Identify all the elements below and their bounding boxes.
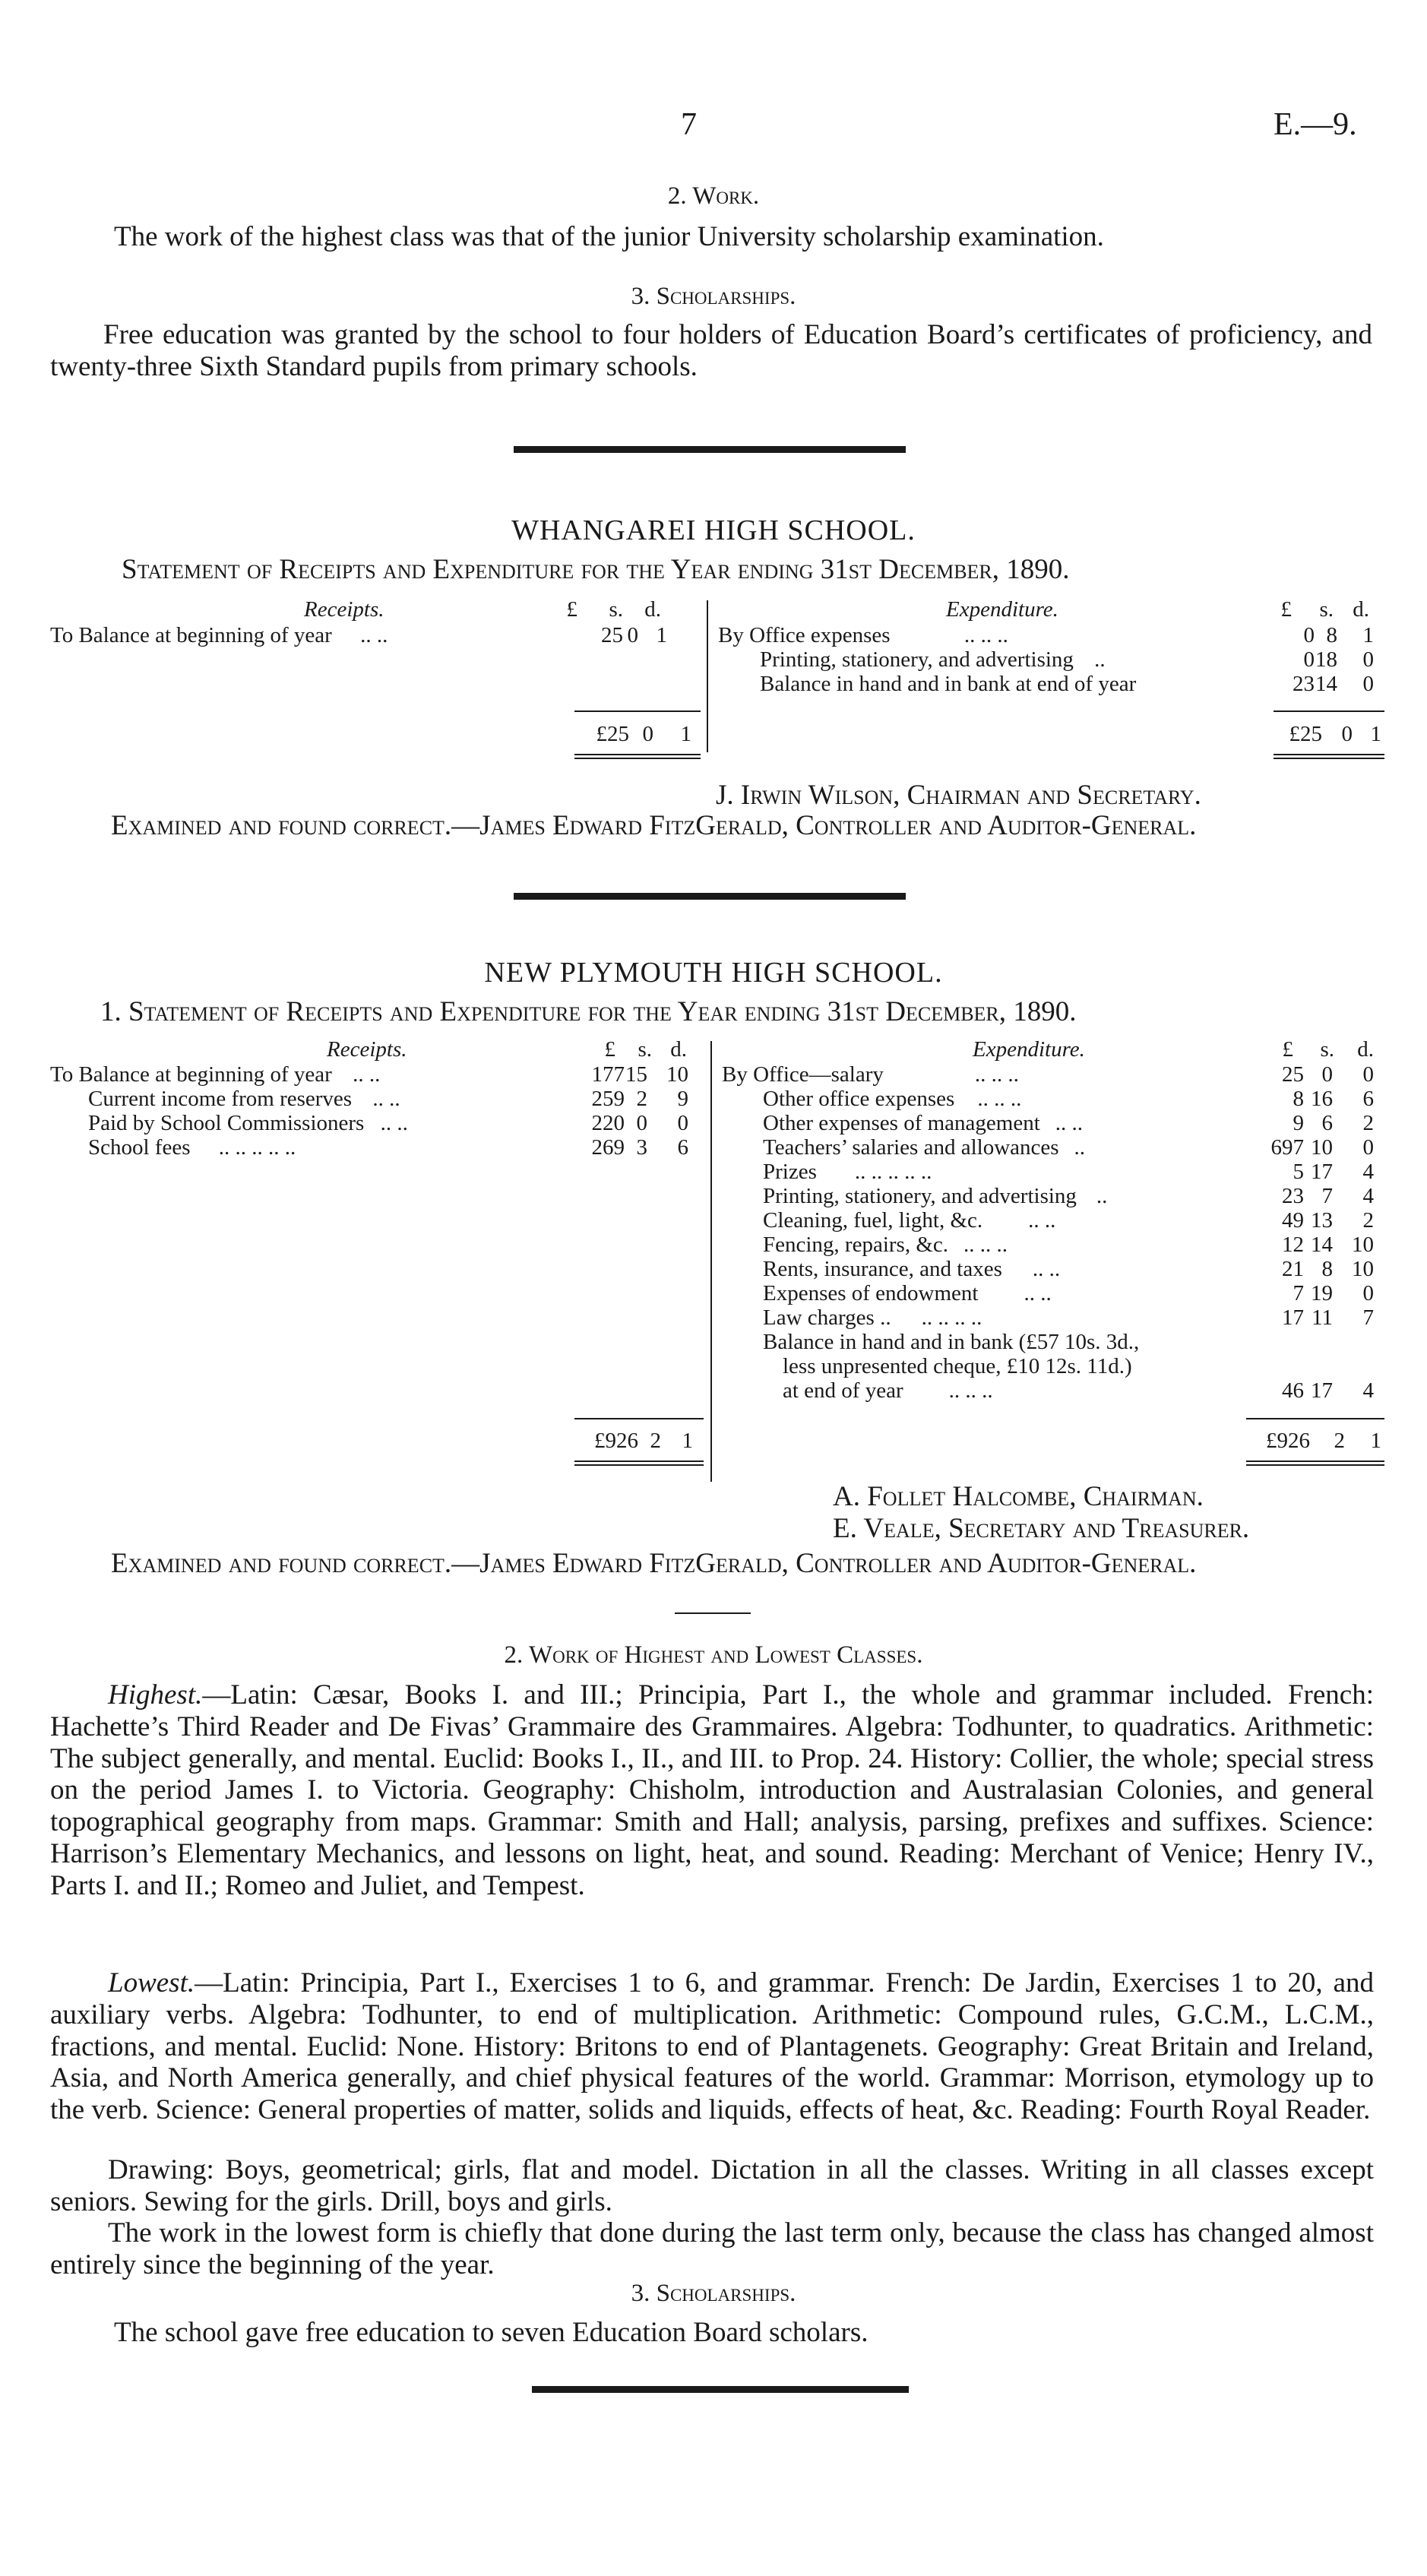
new-plymouth-title: NEW PLYMOUTH HIGH SCHOOL. — [484, 957, 943, 989]
pound-header: £ — [604, 1037, 615, 1062]
table-row: Current income from reserves .. .. — [88, 1087, 400, 1111]
amount-pounds: 46 — [1282, 1378, 1304, 1403]
amount-pounds: 7 — [1293, 1281, 1304, 1305]
amount-shillings: 0 — [636, 1111, 647, 1135]
new-plymouth-scholarships-text: The school gave free education to seven Education Board scholars. — [114, 2317, 869, 2348]
amount-pounds: 8 — [1293, 1087, 1304, 1111]
pence-header: d. — [1353, 597, 1369, 622]
table-row: Cleaning, fuel, light, &c. .. .. — [763, 1208, 1056, 1233]
pence-header: d. — [644, 597, 661, 622]
pound-header: £ — [566, 597, 577, 622]
amount-pence: 9 — [677, 1087, 688, 1111]
total-rule — [574, 710, 701, 712]
amount-shillings: 8 — [1326, 623, 1337, 647]
table-row: Expenses of endowment .. .. — [763, 1281, 1052, 1305]
scholarships-text: Free education was granted by the school to four holders of Education Board’s certificates of proficiency, and twenty-three Sixth Standard pupils from primary schools. — [50, 319, 1372, 382]
total-double-rule — [1246, 1460, 1384, 1466]
pound-header: £ — [1282, 1037, 1293, 1062]
amount-pounds: 12 — [1282, 1233, 1304, 1257]
receipts-total-pence: 1 — [680, 722, 691, 746]
table-row: less unpresented cheque, £10 12s. 11d.) — [783, 1354, 1132, 1378]
expenditure-total-pence: 1 — [1370, 722, 1381, 746]
expenditure-total-pence: 1 — [1370, 1429, 1381, 1453]
new-plymouth-statement: 1. Statement of Receipts and Expenditure for the Year ending 31st December, 1890. — [100, 996, 1077, 1027]
amount-pence: 0 — [1362, 647, 1374, 672]
table-row: Fencing, repairs, &c. .. .. .. — [763, 1233, 1008, 1257]
amount-pounds: 220 — [591, 1111, 625, 1135]
section-divider — [532, 2386, 909, 2393]
receipts-heading: Receipts. — [327, 1037, 407, 1062]
amount-pence: 0 — [677, 1111, 688, 1135]
shilling-header: s. — [638, 1037, 652, 1062]
amount-pounds: 9 — [1293, 1111, 1304, 1135]
amount-pounds: 0 — [1303, 623, 1315, 647]
page-number: 7 — [681, 107, 697, 142]
scholarships-heading: 3. Scholarships. — [631, 283, 796, 310]
amount-shillings: 14 — [1311, 1233, 1333, 1257]
short-divider — [675, 1612, 751, 1614]
amount-shillings: 8 — [1321, 1257, 1333, 1281]
amount-shillings: 15 — [625, 1062, 647, 1087]
new-plymouth-signature-chairman: A. Follet Halcombe, Chairman. — [833, 1481, 1204, 1512]
total-rule — [1246, 1418, 1384, 1419]
whangarei-statement: Statement of Receipts and Expenditure for the Year ending 31st December, 1890. — [122, 554, 1070, 585]
total-double-rule — [574, 754, 701, 759]
table-row: at end of year .. .. .. — [783, 1378, 993, 1403]
amount-shillings: 0 — [627, 623, 638, 647]
table-row: To Balance at beginning of year .. .. — [50, 623, 388, 647]
amount-shillings: 6 — [1321, 1111, 1333, 1135]
receipts-total-pounds: £926 — [594, 1429, 638, 1453]
expenditure-total-pounds: £25 — [1289, 722, 1322, 746]
amount-shillings: 2 — [636, 1087, 647, 1111]
amount-pounds: 25 — [1282, 1062, 1304, 1087]
table-row: To Balance at beginning of year .. .. — [50, 1062, 381, 1087]
receipts-total-shillings: 2 — [650, 1429, 661, 1453]
amount-shillings: 14 — [1315, 672, 1337, 696]
column-divider — [707, 600, 708, 752]
pence-header: d. — [670, 1037, 687, 1062]
amount-pounds: 177 — [591, 1062, 625, 1087]
amount-pence: 2 — [1362, 1208, 1374, 1233]
amount-pence: 4 — [1362, 1160, 1374, 1184]
table-row: Balance in hand and in bank (£57 10s. 3d., — [763, 1330, 1140, 1354]
new-plymouth-examined: Examined and found correct.—James Edward FitzGerald, Controller and Auditor-General. — [111, 1548, 1197, 1579]
table-row: Rents, insurance, and taxes .. .. — [763, 1257, 1061, 1281]
table-row: Other office expenses .. .. .. — [763, 1087, 1022, 1111]
amount-shillings: 11 — [1312, 1305, 1333, 1330]
highest-label: Highest. — [108, 1679, 203, 1710]
expenditure-total-shillings: 2 — [1334, 1429, 1345, 1453]
table-row: Balance in hand and in bank at end of year — [760, 672, 1137, 696]
shilling-header: s. — [609, 597, 623, 622]
work-classes-heading: 2. Work of Highest and Lowest Classes. — [504, 1641, 923, 1669]
receipts-heading: Receipts. — [304, 597, 384, 622]
amount-pence: 0 — [1362, 672, 1374, 696]
table-row: Teachers’ salaries and allowances .. — [763, 1135, 1086, 1160]
amount-shillings: 18 — [1315, 647, 1337, 672]
amount-pence: 10 — [1352, 1257, 1374, 1281]
amount-pence: 6 — [677, 1135, 688, 1160]
receipts-total-pounds: £25 — [596, 722, 629, 746]
amount-pence: 4 — [1362, 1184, 1374, 1208]
amount-pounds: 697 — [1270, 1135, 1304, 1160]
amount-pounds: 21 — [1282, 1257, 1304, 1281]
amount-pence: 4 — [1362, 1378, 1374, 1403]
whangarei-signature: J. Irwin Wilson, Chairman and Secretary. — [716, 780, 1201, 811]
lowest-class-text: Lowest.—Latin: Principia, Part I., Exercises 1 to 6, and grammar. French: De Jardin, Exercises 1 to 20, and auxiliary verbs. Algebra: Todhunter, to end of multiplication. Arithmetic: Compound rules, G.C.M., L.C.M., fractions, and mental. Euclid: None. History: Britons to end of Plantagenets. Geography: Great Britain and Ireland, Asia, and North America generally, and chief physical features of the world. Grammar: Morrison, etymology up to the verb. Science: General properties of matter, solids and liquids, effects of heat, &c. Reading: Fourth Royal Reader. — [50, 1967, 1374, 2126]
total-double-rule — [1274, 754, 1384, 759]
total-rule — [574, 1418, 704, 1419]
shilling-header: s. — [1319, 597, 1334, 622]
expenditure-total-shillings: 0 — [1341, 722, 1353, 746]
amount-shillings: 16 — [1311, 1087, 1333, 1111]
work-text: The work of the highest class was that of the junior University scholarship examination. — [114, 221, 1104, 252]
amount-pence: 10 — [1352, 1233, 1374, 1257]
table-row: School fees .. .. .. .. .. — [88, 1135, 296, 1160]
table-row: By Office expenses .. .. .. — [718, 623, 1008, 647]
receipts-total-shillings: 0 — [642, 722, 653, 746]
amount-shillings: 10 — [1311, 1135, 1333, 1160]
document-reference: E.—9. — [1274, 107, 1357, 142]
table-row: Other expenses of management .. .. — [763, 1111, 1084, 1135]
amount-shillings: 17 — [1311, 1160, 1333, 1184]
total-double-rule — [574, 1460, 704, 1466]
pence-header: d. — [1357, 1037, 1374, 1062]
amount-pounds: 259 — [591, 1087, 625, 1111]
section-divider — [514, 446, 906, 453]
expenditure-heading: Expenditure. — [973, 1037, 1085, 1062]
table-row: By Office—salary .. .. .. — [722, 1062, 1019, 1087]
amount-shillings: 3 — [636, 1135, 647, 1160]
expenditure-heading: Expenditure. — [946, 597, 1058, 622]
column-divider — [710, 1041, 712, 1482]
amount-pence: 2 — [1362, 1111, 1374, 1135]
drawing-text: Drawing: Boys, geometrical; girls, flat and model. Dictation in all the classes. Writing in all classes except seniors. Sewing for the girls. Drill, boys and girls. — [50, 2154, 1374, 2217]
amount-pounds: 269 — [591, 1135, 625, 1160]
amount-shillings: 19 — [1311, 1281, 1333, 1305]
expenditure-total-pounds: £926 — [1266, 1429, 1310, 1453]
amount-shillings: 17 — [1311, 1378, 1333, 1403]
amount-shillings: 7 — [1321, 1184, 1333, 1208]
section-divider — [514, 893, 906, 900]
amount-pence: 0 — [1362, 1062, 1374, 1087]
lowest-form-text: The work in the lowest form is chiefly that done during the last term only, because the class has changed almost entirely since the beginning of the year. — [50, 2217, 1374, 2280]
new-plymouth-scholarships-heading: 3. Scholarships. — [631, 2280, 796, 2307]
shilling-header: s. — [1320, 1037, 1334, 1062]
amount-pence: 0 — [1362, 1281, 1374, 1305]
amount-pence: 1 — [656, 623, 667, 647]
amount-shillings: 0 — [1321, 1062, 1333, 1087]
amount-pence: 0 — [1362, 1135, 1374, 1160]
table-row: Law charges .. .. .. .. .. — [763, 1305, 982, 1330]
pound-header: £ — [1280, 597, 1292, 622]
amount-pounds: 23 — [1293, 672, 1315, 696]
total-rule — [1274, 710, 1384, 712]
whangarei-examined: Examined and found correct.—James Edward FitzGerald, Controller and Auditor-General. — [111, 810, 1197, 841]
amount-pounds: 49 — [1282, 1208, 1304, 1233]
amount-pounds: 25 — [601, 623, 623, 647]
amount-pounds: 23 — [1282, 1184, 1304, 1208]
amount-pence: 10 — [666, 1062, 688, 1087]
amount-pence: 6 — [1362, 1087, 1374, 1111]
amount-pounds: 17 — [1282, 1305, 1304, 1330]
whangarei-title: WHANGAREI HIGH SCHOOL. — [511, 514, 916, 546]
receipts-total-pence: 1 — [682, 1429, 693, 1453]
highest-class-text: Highest.—Latin: Cæsar, Books I. and III.; Principia, Part I., the whole and grammar included. French: Hachette’s Third Reader and De Fivas’ Grammaire des Grammaires. Algebra: Todhunter, to quadratics. Arithmetic: The subject generally, and mental. Euclid: Books I., II., and III. to Prop. 24. History: Collier, the whole; special stress on the period James I. to Victoria. Geography: Chisholm, introduction and Australasian Colonies, and general topographical geography from maps. Grammar: Smith and Hall; analysis, parsing, prefixes and suffixes. Science: Harrison’s Elementary Mechanics, and lessons on light, heat, and sound. Reading: Merchant of Venice; Henry IV., Parts I. and II.; Romeo and Juliet, and Tempest. — [50, 1679, 1374, 1901]
table-row: Paid by School Commissioners .. .. — [88, 1111, 408, 1135]
amount-shillings: 13 — [1311, 1208, 1333, 1233]
new-plymouth-signature-secretary: E. Veale, Secretary and Treasurer. — [833, 1513, 1250, 1544]
amount-pence: 7 — [1362, 1305, 1374, 1330]
work-heading: 2. Work. — [667, 182, 760, 210]
table-row: Printing, stationery, and advertising .. — [763, 1184, 1108, 1208]
lowest-label: Lowest. — [108, 1967, 195, 1998]
table-row: Prizes .. .. .. .. .. — [763, 1160, 932, 1184]
amount-pounds: 5 — [1293, 1160, 1304, 1184]
amount-pence: 1 — [1362, 623, 1374, 647]
table-row: Printing, stationery, and advertising .. — [760, 647, 1106, 672]
amount-pounds: 0 — [1303, 647, 1315, 672]
